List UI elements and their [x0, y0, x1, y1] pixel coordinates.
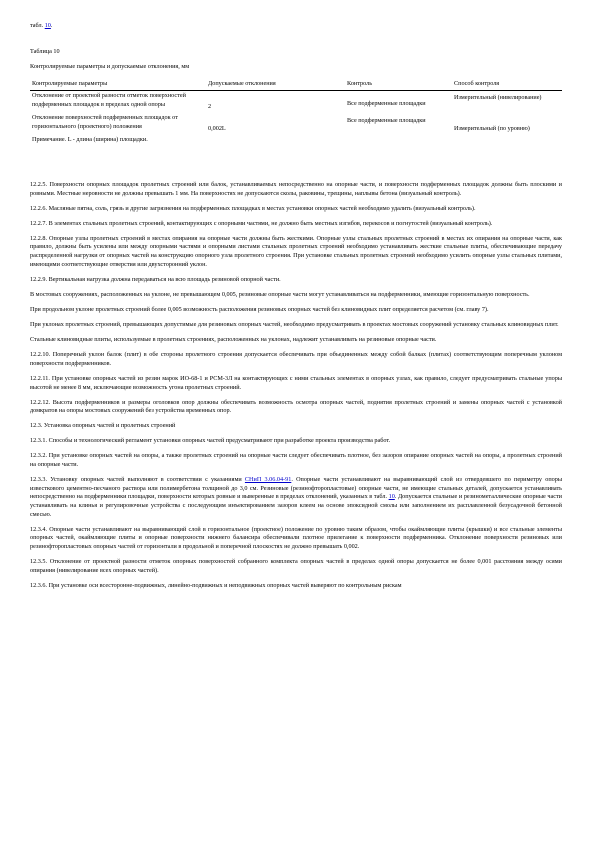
paragraph: 12.2.9. Вертикальная нагрузка должна передаваться на всю площадь резиновой опорной части. [30, 275, 281, 283]
paragraph: 12.2.12. Высота подферменников и размеры оголовков опор должны обеспечивать возможность осмотра опорных частей, поднятия пролетных строений и замены опорных частей с установкой домкратов на опоры мостовых сооружений без устройства временных опор. [30, 398, 562, 415]
paragraph: 12.3.5. Отклонение от проектной разности отметок опорных поверхностей собранного комплекта опорных частей в пределах одной опоры допускается не более 0,001 расстояния между осями опирания (нивелирование всех опорных частей). [30, 557, 562, 574]
paragraph: 12.3.2. При установке опорных частей на опоры, а также пролетных строений на опорные части следует обеспечивать плотное, без зазоров опирание опорных частей на опоры, а пролетных строений на опорные части. [30, 452, 562, 469]
table-header-cell: Контролируемые параметры [30, 78, 206, 90]
table-header-cell: Способ контроля [452, 78, 562, 90]
section-heading: 12.3. Установка опорных частей и пролетных строений [30, 422, 176, 430]
table-cell: Отклонение поверхностей подферменных площадок от горизонтального (проектного) положения [32, 114, 178, 130]
table-reference-suffix: . [50, 22, 53, 29]
table-cell: Измерительный (нивелирование) [454, 93, 542, 101]
table-cell: Все подферменные площадки [347, 99, 426, 107]
table-10-link[interactable]: 10 [388, 493, 395, 501]
table-reference-line [30, 22, 52, 31]
paragraph: 12.2.10. Поперечный уклон балок (плит) в обе стороны пролетного строения допускается обеспечивать при объединенных между собой балках (плитах) соответствующим поперечным уклоном поверхности подферменников. [30, 351, 562, 367]
table-10-link[interactable]: 10 [44, 22, 51, 29]
paragraph [30, 476, 562, 519]
table-header-row [30, 78, 562, 90]
table-row [30, 90, 562, 113]
paragraph: 12.3.4. Опорные части устанавливают на выравнивающий слой в горизонтальное (проектное) положение по уровню таким образом, чтобы окаймляющие плиты (крышки) и все стальные элементы опорных частей, окаймляющие плиты и опорные поверхности нижнего балансира обеспечивали плотное прилегание к поверхности подферменника. Отклонение поверхности резиновых или резинофторопластовых опорных частей от горизонтали в продольной и поперечной плоскостях не должно превышать 0,002. [30, 525, 562, 550]
paragraph-text: 12.3.3. Установку опорных частей выполняют в соответствии с указаниями [30, 476, 245, 484]
table-cell: 2 [208, 102, 212, 110]
paragraph: 12.3.6. При установке оси всесторонне-подвижных, линейно-подвижных и неподвижных опорных частей выверяют по контрольным рискам [30, 581, 402, 589]
table-note: Примечание. L - длина (ширина) площадки. [32, 136, 148, 144]
table-cell: Все подферменные площадки [347, 116, 426, 124]
table-header-cell: Контроль [345, 78, 452, 90]
table-row [30, 113, 562, 135]
table-cell: Измерительный (по уровню) [454, 124, 530, 132]
table-header-cell: Допускаемые отклонения [206, 78, 345, 90]
paragraph: Стальные клиновидные плиты, используемые в пролетных строениях, расположенных на уклонах, надлежит устанавливать на резиновые опорные части. [30, 336, 437, 344]
parameters-table [30, 78, 562, 146]
paragraph-text: . Опорные части устанавливают на выравнивающий слой из отвердевшего по периметру опоры известкового цементно-песчаного раствора или полимербетона толщиной до 3,0 см. Резиновые (резинофторопластовые) опорные части, не имеющие стальных деталей, допускается устанавливать непосредственно на подферменники площадки, поверхности которых ровные и выверенные в пределах отклонений, указанных в табл. [30, 476, 562, 501]
paragraph: В мостовых сооружениях, расположенных на уклоне, не превышающем 0,005, резиновые опорные части могут устанавливаться на подферменники, имеющие горизонтальную поверхность. [30, 290, 530, 298]
table-cell: 0,002L [208, 124, 226, 132]
document-body [30, 181, 562, 597]
paragraph: При продольном уклоне пролетных строений более 0,005 возможность расположения резиновых опорных частей без клиновидных плит определяется расчетом (см. главу 7). [30, 305, 489, 313]
snip-link[interactable]: СНиП 3.06.04-91 [244, 476, 292, 484]
table-note-row [30, 135, 562, 147]
paragraph: 12.2.5. Поверхности опорных площадок пролетных строений или балок, устанавливаемых непосредственно на опорные части, и поверхности подферменных площадок должны быть плоскими и ровными. Местные неровности не должны превышать 1 мм. На поверхностях не допускаются сколы, раковины, трещины, наплывы бетона (визуальный контроль). [30, 181, 562, 197]
paragraph: 12.2.6. Масляные пятна, соль, грязь и другие загрязнения на подферменных площадках в местах установки опорных частей необходимо удалить (визуальный контроль). [30, 204, 476, 212]
paragraph: 12.2.8. Опорные узлы пролетных строений в местах опирания на опорные части должны быть жесткими. Опорные узлы стальных пролетных строений в местах их опирания на опорные части, как правило, должны быть усилены или между опорными частями и опорными листами стальных пролетных строений необходимо устанавливать жесткие стальные плиты, обеспечивающие передачу распределенной нагрузки от опорных частей на конструкцию опорного узла пролетного строения. При установке стальных пролетных строений необходимо усилить опорные узлы стальных плитами, имеющими соответствующие отверстия или двухсторонний уклон. [30, 234, 562, 268]
table-title: Таблица 10 [30, 48, 60, 55]
paragraph: 12.2.7. В элементах стальных пролетных строений, контактирующих с опорными частями, не должно быть местных изгибов, перекосов и погнутостей (визуальный контроль). [30, 219, 493, 227]
paragraph-text: . Допускается стальные и резинометаллические опорные части устанавливать на клинья и регулировочные устройства с последующим инъектированием зазоров клеем на основе эпоксидной смолы или заполнением их расплавленной безусадочной бетонной смесью. [30, 493, 562, 518]
table-caption: Контролируемые параметры и допускаемые отклонения, мм [30, 63, 190, 70]
table-reference-prefix: табл. [30, 22, 45, 29]
paragraph: 12.2.11. При установке опорных частей из резин марок ИО-68-1 и РСМ-3Л на контактирующих с ними стальных элементах в опорных узлах, как правило, следует предусматривать стальные упоры высотой не менее 8 мм, исключающие возможность угона пролетных строений. [30, 374, 562, 391]
table-cell: Отклонение от проектной разности отметок поверхностей подферменных площадок в пределах одной опоры [32, 92, 186, 108]
paragraph: 12.3.1. Способы и технологический регламент установки опорных частей предусматривают при разработке проекта производства работ. [30, 437, 391, 445]
paragraph: При уклонах пролетных строений, превышающих допустимые для резиновых опорных частей, необходимо предусматривать в проектах мостовых сооружений установку стальных клиновидных плит. [30, 321, 559, 329]
